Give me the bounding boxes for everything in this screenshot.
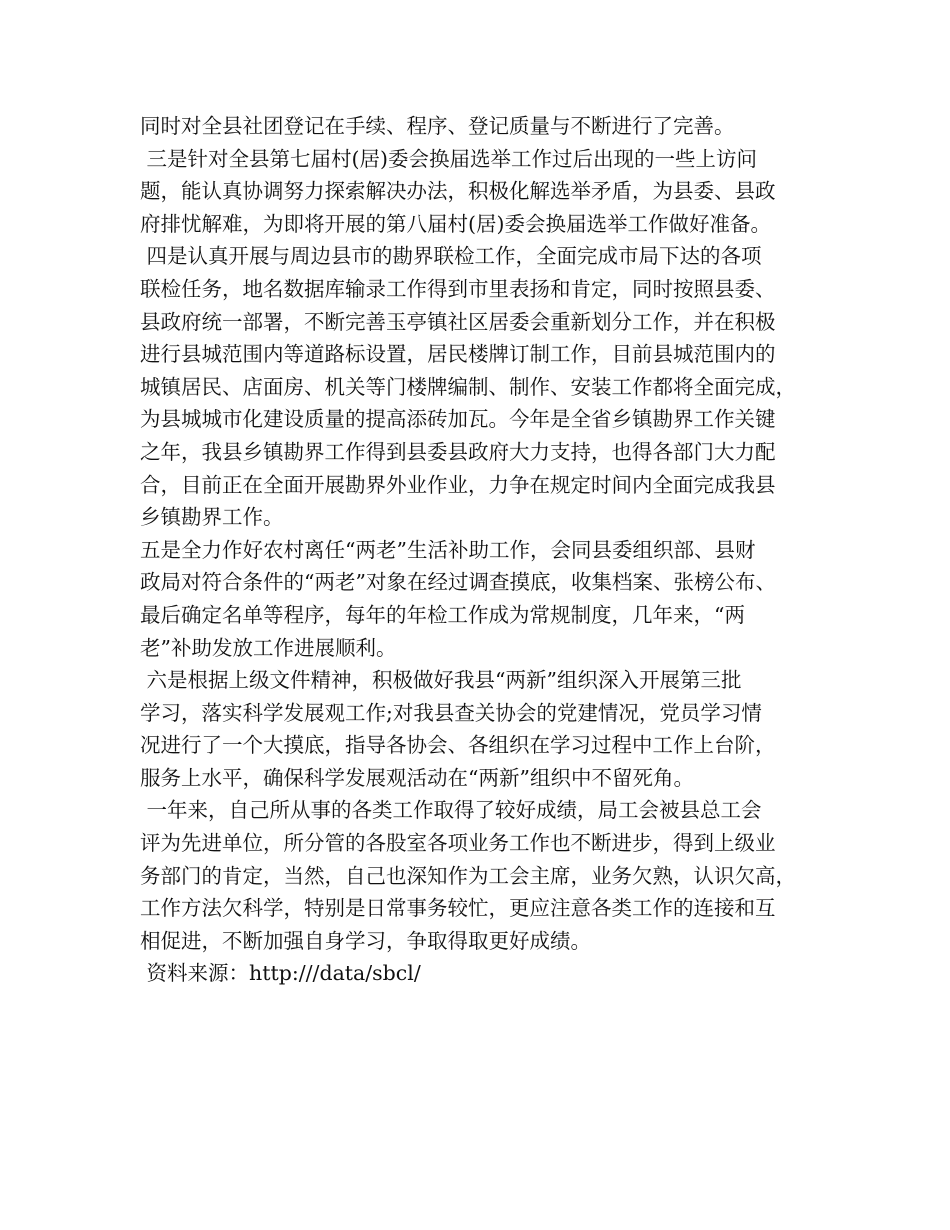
text-line: 学习，落实科学发展观工作;对我县查关协会的党建情况，党员学习情: [140, 700, 762, 725]
source-line: 资料来源：http:///data/sbcl/: [140, 961, 421, 986]
text-line: 三是针对全县第七届村(居)委会换届选举工作过后出现的一些上访问: [140, 146, 758, 171]
text-line: 进行县城范围内等道路标设置，居民楼牌订制工作，目前县城范围内的: [140, 342, 776, 367]
text-line: 之年，我县乡镇勘界工作得到县委县政府大力支持，也得各部门大力配: [140, 439, 776, 464]
text-line: 联检任务，地名数据库输录工作得到市里表扬和肯定，同时按照县委、: [140, 276, 776, 301]
text-line: 政局对符合条件的“两老”对象在经过调查摸底，收集档案、张榜公布、: [140, 570, 776, 595]
text-line: 最后确定名单等程序，每年的年检工作成为常规制度，几年来，“两: [140, 602, 745, 627]
text-line: 五是全力作好农村离任“两老”生活补助工作，会同县委组织部、县财: [140, 537, 756, 562]
text-line: 合，目前正在全面开展勘界外业作业，力争在规定时间内全面完成我县: [140, 472, 776, 497]
text-line: 题，能认真协调努力探索解决办法，积极化解选举矛盾，为县委、县政: [140, 179, 776, 204]
text-line: 服务上水平，确保科学发展观活动在“两新”组织中不留死角。: [140, 765, 694, 790]
text-line: 相促进，不断加强自身学习，争取得取更好成绩。: [140, 928, 591, 953]
document-body: [140, 110, 840, 990]
text-line: 四是认真开展与周边县市的勘界联检工作，全面完成市局下达的各项: [140, 244, 762, 269]
text-line: 为县城城市化建设质量的提高添砖加瓦。今年是全省乡镇勘界工作关键: [140, 407, 776, 432]
text-line: 同时对全县社团登记在手续、程序、登记质量与不断进行了完善。: [140, 114, 735, 138]
text-line: 评为先进单位，所分管的各股室各项业务工作也不断进步，得到上级业: [140, 831, 776, 856]
text-line: 府排忧解难，为即将开展的第八届村(居)委会换届选举工作做好准备。: [140, 211, 771, 236]
text-line: 乡镇勘界工作。: [140, 505, 284, 530]
text-line: 城镇居民、店面房、机关等门楼牌编制、制作、安装工作都将全面完成，: [140, 374, 796, 399]
text-line: 况进行了一个大摸底，指导各协会、各组织在学习过程中工作上台阶，: [140, 733, 776, 758]
text-line: 一年来，自己所从事的各类工作取得了较好成绩，局工会被县总工会: [140, 798, 762, 823]
text-line: 县政府统一部署，不断完善玉亭镇社区居委会重新划分工作，并在积极: [140, 309, 776, 334]
text-line: 务部门的肯定，当然，自己也深知作为工会主席，业务欠熟，认识欠高，: [140, 863, 796, 888]
text-line: 工作方法欠科学，特别是日常事务较忙，更应注意各类工作的连接和互: [140, 896, 776, 921]
text-line: 老”补助发放工作进展顺利。: [140, 635, 397, 660]
text-line: 六是根据上级文件精神，积极做好我县“两新”组织深入开展第三批: [140, 668, 742, 693]
